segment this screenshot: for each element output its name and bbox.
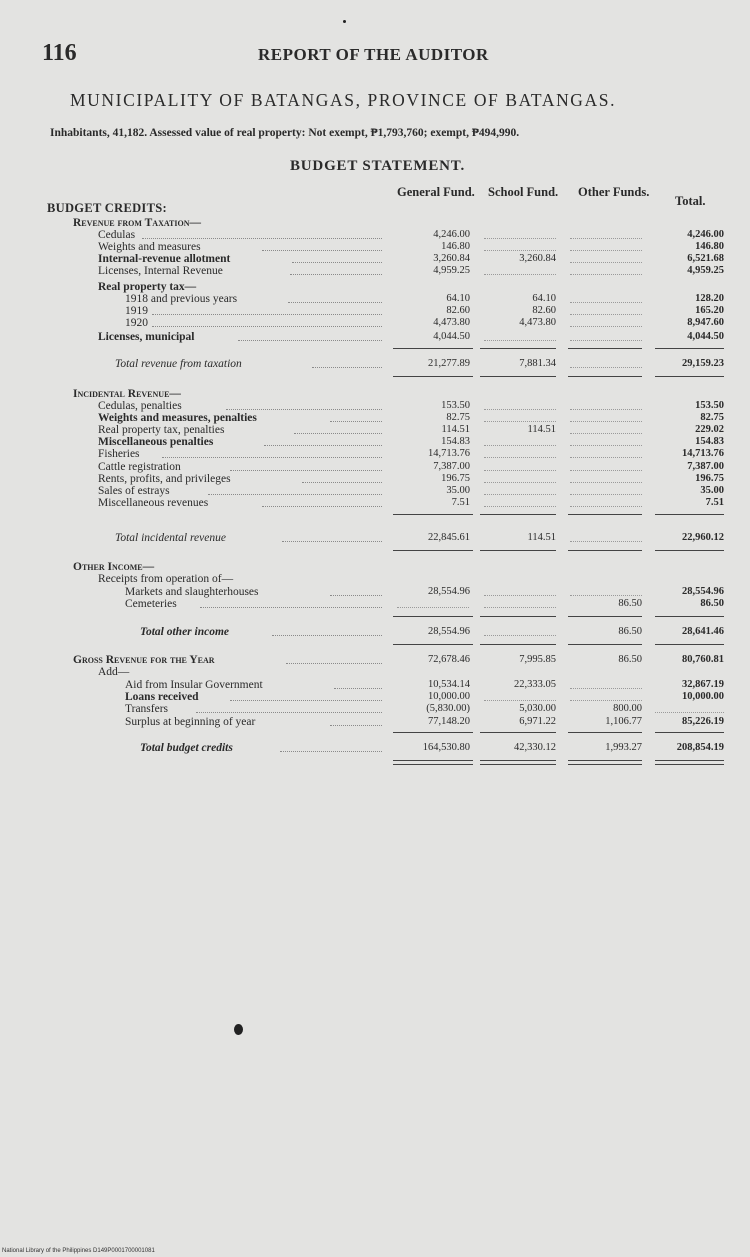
blank-cell xyxy=(484,409,556,410)
blank-cell xyxy=(570,340,642,341)
blank-cell xyxy=(484,421,556,422)
blank-cell xyxy=(570,262,642,263)
total-cell: 28,554.96 xyxy=(682,586,724,597)
general-fund-cell: 35.00 xyxy=(446,485,470,496)
subtotal-rule xyxy=(655,550,724,551)
section-heading-other xyxy=(0,561,750,573)
subtotal-rule xyxy=(568,644,642,645)
other-funds-cell: 800.00 xyxy=(613,703,642,714)
subtotal-rule xyxy=(480,616,556,617)
subtotal-rule xyxy=(480,376,556,377)
subtotal-rule xyxy=(655,732,724,733)
blank-cell xyxy=(570,457,642,458)
table-row xyxy=(0,716,750,728)
blank-cell xyxy=(570,302,642,303)
leader-dots xyxy=(226,409,382,410)
general-fund-cell: 28,554.96 xyxy=(428,626,470,637)
general-fund-cell: 21,277.89 xyxy=(428,358,470,369)
row-label: Loans received xyxy=(125,691,199,703)
row-label: Revenue from Taxation— xyxy=(73,217,201,229)
blank-cell xyxy=(570,421,642,422)
total-cell: 35.00 xyxy=(700,485,724,496)
row-label: Weights and measures xyxy=(98,241,201,253)
row-label: Internal-revenue allotment xyxy=(98,253,231,265)
school-fund-cell: 4,473.80 xyxy=(519,317,556,328)
blank-cell xyxy=(655,712,724,713)
total-cell: 208,854.19 xyxy=(676,742,724,753)
leader-dots xyxy=(312,367,382,368)
total-cell: 165.20 xyxy=(695,305,724,316)
subtotal-rule xyxy=(480,644,556,645)
general-fund-cell: 28,554.96 xyxy=(428,586,470,597)
total-cell: 22,960.12 xyxy=(682,532,724,543)
general-fund-cell: 10,534.14 xyxy=(428,679,470,690)
row-label: Incidental Revenue— xyxy=(73,388,181,400)
table-row xyxy=(0,485,750,497)
table-row xyxy=(0,400,750,412)
municipality-heading: MUNICIPALITY OF BATANGAS, PROVINCE OF BATANGAS. xyxy=(70,90,617,110)
row-label: Total incidental revenue xyxy=(115,532,226,544)
blank-cell xyxy=(570,367,642,368)
table-row xyxy=(0,666,750,678)
leader-dots xyxy=(162,457,382,458)
general-fund-cell: 10,000.00 xyxy=(428,691,470,702)
subtotal-rule xyxy=(655,644,724,645)
blank-cell xyxy=(570,494,642,495)
total-cell: 128.20 xyxy=(695,293,724,304)
blank-cell xyxy=(570,274,642,275)
blank-cell xyxy=(484,457,556,458)
general-fund-cell: 7.51 xyxy=(451,497,470,508)
table-row xyxy=(0,229,750,241)
total-cell: 4,959.25 xyxy=(687,265,724,276)
subtotal-rule xyxy=(568,550,642,551)
total-cell: 196.75 xyxy=(695,473,724,484)
table-row xyxy=(0,436,750,448)
blank-cell xyxy=(484,506,556,507)
row-label: Weights and measures, penalties xyxy=(98,412,257,424)
subtotal-rule xyxy=(393,348,473,349)
table-row xyxy=(0,412,750,424)
general-fund-cell: 4,044.50 xyxy=(433,331,470,342)
leader-dots xyxy=(330,725,382,726)
total-cell: 82.75 xyxy=(700,412,724,423)
blank-cell xyxy=(570,595,642,596)
table-row xyxy=(0,448,750,460)
blank-cell xyxy=(570,433,642,434)
column-header-total: Total. xyxy=(675,194,706,208)
row-label: Sales of estrays xyxy=(98,485,170,497)
total-cell: 29,159.23 xyxy=(682,358,724,369)
leader-dots xyxy=(200,607,382,608)
school-fund-cell: 82.60 xyxy=(532,305,556,316)
ink-speck xyxy=(343,20,346,23)
leader-dots xyxy=(282,541,382,542)
table-row xyxy=(0,241,750,253)
row-label: Aid from Insular Government xyxy=(125,679,263,691)
total-cell: 80,760.81 xyxy=(682,654,724,665)
table-row-total xyxy=(0,532,750,544)
table-row xyxy=(0,253,750,265)
subtotal-rule xyxy=(655,348,724,349)
row-label: Miscellaneous revenues xyxy=(98,497,209,509)
row-label: Total revenue from taxation xyxy=(115,358,242,370)
general-fund-cell: 196.75 xyxy=(441,473,470,484)
general-fund-cell: 114.51 xyxy=(441,424,470,435)
subtotal-rule xyxy=(393,550,473,551)
school-fund-cell: 6,971.22 xyxy=(519,716,556,727)
blank-cell xyxy=(570,541,642,542)
total-cell: 14,713.76 xyxy=(682,448,724,459)
general-fund-cell: 4,246.00 xyxy=(433,229,470,240)
blank-cell xyxy=(570,238,642,239)
general-fund-cell: 4,959.25 xyxy=(433,265,470,276)
table-row xyxy=(0,461,750,473)
blank-cell xyxy=(397,607,469,608)
statement-title: BUDGET STATEMENT. xyxy=(290,158,466,174)
leader-dots xyxy=(230,470,382,471)
school-fund-cell: 114.51 xyxy=(527,532,556,543)
school-fund-cell: 7,881.34 xyxy=(519,358,556,369)
table-row xyxy=(0,679,750,691)
table-row-total xyxy=(0,626,750,638)
total-cell: 146.80 xyxy=(695,241,724,252)
inhabitants-info: Inhabitants, 41,182. Assessed value of real property: Not exempt, ₱1,793,760; exempt, ₱494,990. xyxy=(50,127,520,139)
subtotal-rule xyxy=(568,616,642,617)
total-cell: 7.51 xyxy=(705,497,724,508)
leader-dots xyxy=(330,421,382,422)
blank-cell xyxy=(570,506,642,507)
double-rule xyxy=(393,760,473,765)
table-row xyxy=(0,293,750,305)
section-heading-incidental xyxy=(0,388,750,400)
row-label: Licenses, Internal Revenue xyxy=(98,265,223,277)
leader-dots xyxy=(272,635,382,636)
general-fund-cell: 146.80 xyxy=(441,241,470,252)
other-funds-cell: 86.50 xyxy=(618,626,642,637)
blank-cell xyxy=(484,494,556,495)
blank-cell xyxy=(570,470,642,471)
row-label: 1920 xyxy=(125,317,148,329)
blank-cell xyxy=(570,314,642,315)
blank-cell xyxy=(484,238,556,239)
subtotal-rule xyxy=(568,376,642,377)
table-row xyxy=(0,331,750,343)
leader-dots xyxy=(230,700,382,701)
leader-dots xyxy=(294,433,382,434)
general-fund-cell: 164,530.80 xyxy=(422,742,470,753)
subtotal-rule xyxy=(655,514,724,515)
row-label: Real property tax, penalties xyxy=(98,424,225,436)
table-row xyxy=(0,573,750,585)
general-fund-cell: 72,678.46 xyxy=(428,654,470,665)
blank-cell xyxy=(570,250,642,251)
table-row xyxy=(0,305,750,317)
subtotal-rule xyxy=(655,376,724,377)
total-cell: 153.50 xyxy=(695,400,724,411)
subtotal-rule xyxy=(568,348,642,349)
leader-dots xyxy=(280,751,382,752)
other-funds-cell: 1,993.27 xyxy=(605,742,642,753)
table-row-total xyxy=(0,358,750,370)
total-cell: 4,246.00 xyxy=(687,229,724,240)
blank-cell xyxy=(484,470,556,471)
leader-dots xyxy=(196,712,382,713)
row-label: Fisheries xyxy=(98,448,140,460)
leader-dots xyxy=(262,250,382,251)
blank-cell xyxy=(484,250,556,251)
leader-dots xyxy=(142,238,382,239)
blank-cell xyxy=(484,700,556,701)
general-fund-cell: 77,148.20 xyxy=(428,716,470,727)
table-row xyxy=(0,281,750,293)
blank-cell xyxy=(484,445,556,446)
table-row xyxy=(0,497,750,509)
library-footer: National Library of the Philippines D149P0001700001081 xyxy=(2,1248,155,1254)
leader-dots xyxy=(152,314,382,315)
leader-dots xyxy=(264,445,382,446)
total-cell: 6,521.68 xyxy=(687,253,724,264)
double-rule xyxy=(568,760,642,765)
row-label: Licenses, municipal xyxy=(98,331,195,343)
blank-cell xyxy=(570,445,642,446)
total-cell: 7,387.00 xyxy=(687,461,724,472)
row-label: Real property tax— xyxy=(98,281,197,293)
table-row xyxy=(0,317,750,329)
page-number: 116 xyxy=(42,40,77,66)
blank-cell xyxy=(570,409,642,410)
leader-dots xyxy=(334,688,382,689)
leader-dots xyxy=(286,663,382,664)
blank-cell xyxy=(484,274,556,275)
column-header-general: General Fund. xyxy=(397,185,475,199)
blank-cell xyxy=(484,635,556,636)
school-fund-cell: 22,333.05 xyxy=(514,679,556,690)
blank-cell xyxy=(484,595,556,596)
column-header-school: School Fund. xyxy=(488,185,559,199)
row-label: Miscellaneous penalties xyxy=(98,436,214,448)
total-cell: 10,000.00 xyxy=(682,691,724,702)
subtotal-rule xyxy=(568,732,642,733)
general-fund-cell: 14,713.76 xyxy=(428,448,470,459)
leader-dots xyxy=(288,302,382,303)
table-row xyxy=(0,703,750,715)
table-row xyxy=(0,473,750,485)
table-row xyxy=(0,691,750,703)
general-fund-cell: 153.50 xyxy=(441,400,470,411)
total-cell: 4,044.50 xyxy=(687,331,724,342)
subtotal-rule xyxy=(393,514,473,515)
total-cell: 28,641.46 xyxy=(682,626,724,637)
other-funds-cell: 86.50 xyxy=(618,654,642,665)
row-label: Cattle registration xyxy=(98,461,181,473)
general-fund-cell: 4,473.80 xyxy=(433,317,470,328)
leader-dots xyxy=(208,494,382,495)
row-label: Add— xyxy=(98,666,130,678)
leader-dots xyxy=(262,506,382,507)
general-fund-cell: 154.83 xyxy=(441,436,470,447)
blank-cell xyxy=(570,326,642,327)
subtotal-rule xyxy=(568,514,642,515)
row-label: Other Income— xyxy=(73,561,155,573)
leader-dots xyxy=(290,274,382,275)
leader-dots xyxy=(302,482,382,483)
section-heading-taxation xyxy=(0,217,750,229)
total-cell: 8,947.60 xyxy=(687,317,724,328)
row-label: Total other income xyxy=(140,626,230,638)
school-fund-cell: 3,260.84 xyxy=(519,253,556,264)
table-row-grand-total xyxy=(0,742,750,754)
general-fund-cell: 22,845.61 xyxy=(428,532,470,543)
total-cell: 32,867.19 xyxy=(682,679,724,690)
leader-dots xyxy=(152,326,382,327)
leader-dots xyxy=(292,262,382,263)
row-label: Surplus at beginning of year xyxy=(125,716,256,728)
row-label: Receipts from operation of— xyxy=(98,573,234,585)
leader-dots xyxy=(330,595,382,596)
school-fund-cell: 114.51 xyxy=(527,424,556,435)
double-rule xyxy=(480,760,556,765)
table-row xyxy=(0,265,750,277)
row-label: Rents, profits, and privileges xyxy=(98,473,231,485)
general-fund-cell: 7,387.00 xyxy=(433,461,470,472)
other-funds-cell: 86.50 xyxy=(618,598,642,609)
table-row xyxy=(0,424,750,436)
double-rule xyxy=(655,760,724,765)
total-cell: 154.83 xyxy=(695,436,724,447)
row-label: Total budget credits xyxy=(140,742,233,754)
table-row-gross xyxy=(0,654,750,666)
running-title: REPORT OF THE AUDITOR xyxy=(258,45,489,64)
total-cell: 86.50 xyxy=(700,598,724,609)
row-label: Cemeteries xyxy=(125,598,177,610)
column-header-other: Other Funds. xyxy=(578,185,650,199)
row-label: Transfers xyxy=(125,703,169,715)
school-fund-cell: 64.10 xyxy=(532,293,556,304)
general-fund-cell: 64.10 xyxy=(446,293,470,304)
total-cell: 229.02 xyxy=(695,424,724,435)
table-row xyxy=(0,598,750,610)
subtotal-rule xyxy=(393,644,473,645)
general-fund-cell: 82.60 xyxy=(446,305,470,316)
row-label: Gross Revenue for the Year xyxy=(73,654,215,666)
budget-credits-label: BUDGET CREDITS: xyxy=(47,201,167,215)
leader-dots xyxy=(238,340,382,341)
blank-cell xyxy=(484,482,556,483)
table-row xyxy=(0,586,750,598)
row-label: Cedulas, penalties xyxy=(98,400,182,412)
row-label: 1919 xyxy=(125,305,148,317)
school-fund-cell: 42,330.12 xyxy=(514,742,556,753)
subtotal-rule xyxy=(655,616,724,617)
school-fund-cell: 5,030.00 xyxy=(519,703,556,714)
row-label: Cedulas xyxy=(98,229,136,241)
blank-cell xyxy=(484,607,556,608)
row-label: 1918 and previous years xyxy=(125,293,238,305)
school-fund-cell: 7,995.85 xyxy=(519,654,556,665)
general-fund-cell: 82.75 xyxy=(446,412,470,423)
general-fund-cell: (5,830.00) xyxy=(426,703,470,714)
subtotal-rule xyxy=(393,616,473,617)
subtotal-rule xyxy=(393,376,473,377)
blank-cell xyxy=(570,700,642,701)
subtotal-rule xyxy=(480,732,556,733)
subtotal-rule xyxy=(393,732,473,733)
general-fund-cell: 3,260.84 xyxy=(433,253,470,264)
blank-cell xyxy=(484,340,556,341)
subtotal-rule xyxy=(480,514,556,515)
ink-blot xyxy=(234,1024,243,1035)
blank-cell xyxy=(570,482,642,483)
subtotal-rule xyxy=(480,348,556,349)
other-funds-cell: 1,106.77 xyxy=(605,716,642,727)
blank-cell xyxy=(570,688,642,689)
row-label: Markets and slaughterhouses xyxy=(125,586,259,598)
total-cell: 85,226.19 xyxy=(682,716,724,727)
subtotal-rule xyxy=(480,550,556,551)
